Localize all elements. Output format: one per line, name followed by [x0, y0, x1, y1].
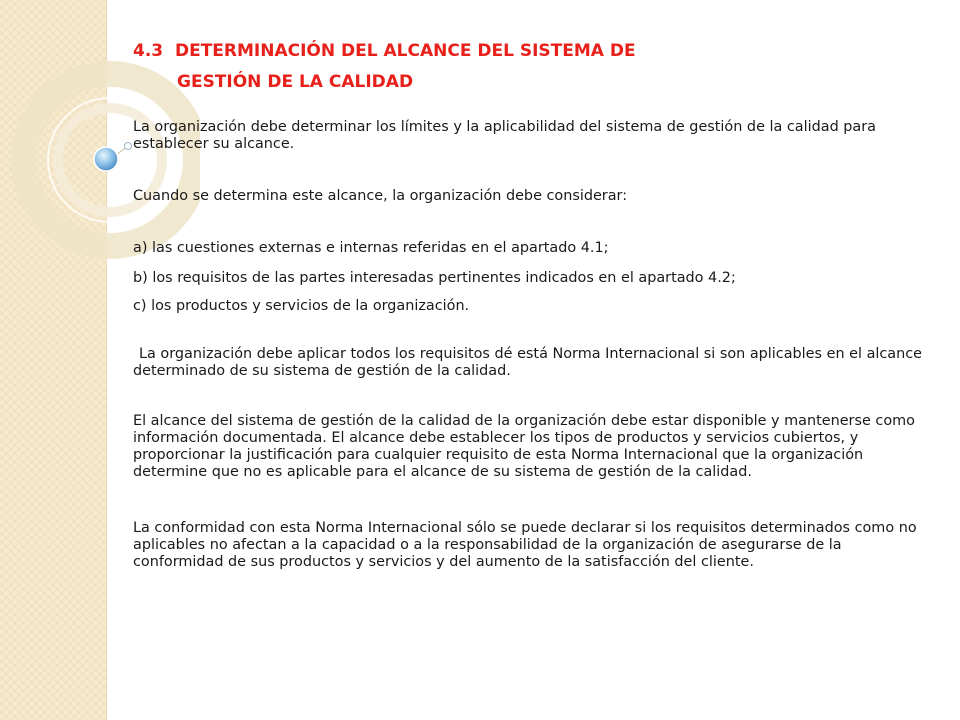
paragraph-conformity: La conformidad con esta Norma Internacional sólo se puede declarar si los requisitos determinados como no aplicables no afectan a la capacidad o a la responsabilidad de la organización de asegurarse de la conformidad de sus productos y servicios y del aumento de la satisfacción del cliente.	[133, 520, 917, 570]
small-bubble-icon	[125, 143, 132, 150]
list-item-a: a) las cuestiones externas e internas referidas en el apartado 4.1;	[133, 240, 609, 256]
blue-bubble-icon	[94, 147, 118, 171]
heading-line-1: DETERMINACIÓN DEL ALCANCE DEL SISTEMA DE	[174, 41, 636, 61]
section-number: 4.3	[133, 41, 164, 61]
paragraph-apply-requirements: La organización debe aplicar todos los requisitos dé está Norma Internacional si son aplicables en el alcance determinado de su sistema de gestión de la calidad.	[133, 346, 923, 379]
list-item-c: c) los productos y servicios de la organización.	[133, 298, 470, 314]
paragraph-scope-limits: La organización debe determinar los límites y la aplicabilidad del sistema de gestión de la calidad para establecer su alcance.	[133, 119, 876, 152]
heading-line-2: GESTIÓN DE LA CALIDAD	[177, 72, 414, 92]
list-item-b: b) los requisitos de las partes interesadas pertinentes indicados en el apartado 4.2;	[133, 270, 736, 286]
paragraph-documented-scope: El alcance del sistema de gestión de la calidad de la organización debe estar disponible y mantenerse como información documentada. El alcance debe establecer los tipos de productos y servicios cubiertos, y proporcionar la justificación para cualquier requisito de esta Norma Internacional que la organización determine que no es aplicable para el alcance de su sistema de gestión de la calidad.	[133, 413, 915, 480]
paragraph-considerations: Cuando se determina este alcance, la organización debe considerar:	[133, 188, 628, 204]
section-heading	[133, 36, 913, 98]
